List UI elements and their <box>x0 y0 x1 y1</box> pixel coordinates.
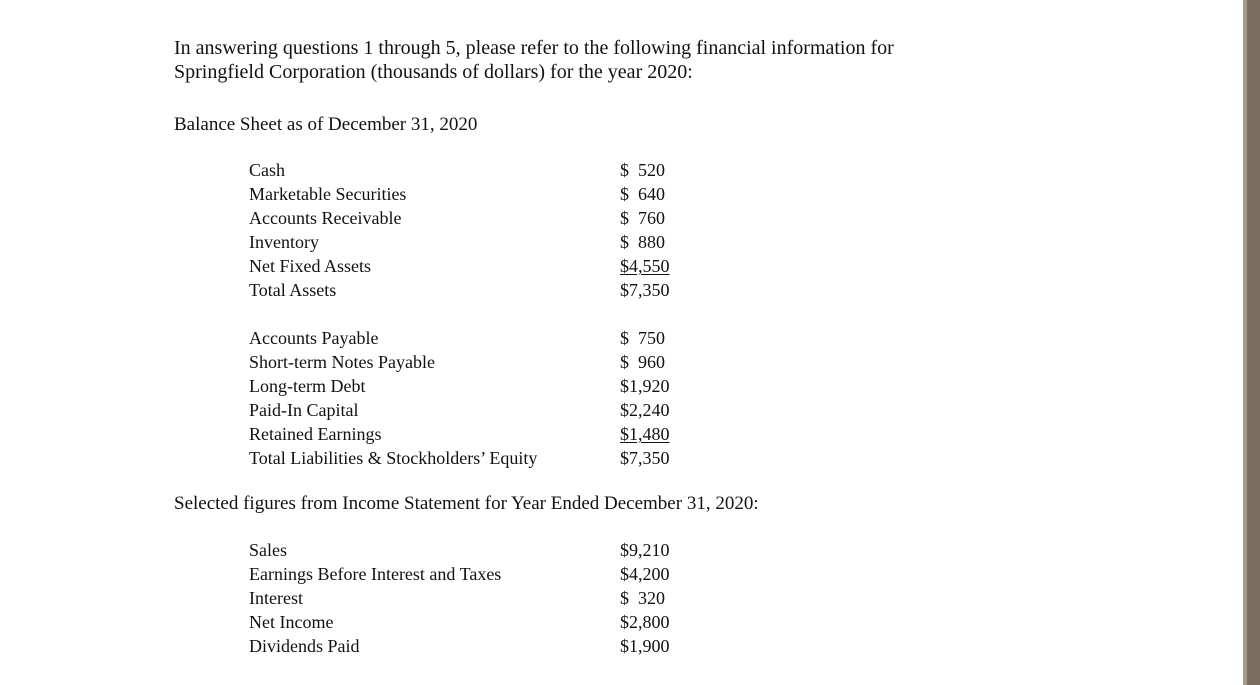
row-value: $9,210 <box>620 540 670 560</box>
intro-paragraph <box>174 36 894 84</box>
row-label: Accounts Payable <box>249 328 379 348</box>
table-row <box>249 446 689 470</box>
row-value: $ 750 <box>620 328 665 348</box>
row-value: $ 880 <box>620 232 665 252</box>
income-statement-heading: Selected figures from Income Statement for Year Ended December 31, 2020: <box>174 493 759 514</box>
table-row <box>249 326 689 350</box>
row-label: Accounts Receivable <box>249 208 402 228</box>
row-label: Short-term Notes Payable <box>249 352 435 372</box>
row-value: $2,800 <box>620 612 670 632</box>
row-value: $2,240 <box>620 400 670 420</box>
table-row <box>249 374 689 398</box>
row-label: Earnings Before Interest and Taxes <box>249 564 502 584</box>
row-label: Interest <box>249 588 303 608</box>
window-side-border <box>1243 0 1260 685</box>
table-row <box>249 398 689 422</box>
table-row <box>249 254 689 278</box>
table-row <box>249 538 689 562</box>
intro-line-2: Springfield Corporation (thousands of dollars) for the year 2020: <box>174 61 693 83</box>
row-value: $1,920 <box>620 376 670 396</box>
row-value: $1,900 <box>620 636 670 656</box>
row-value <box>620 254 683 278</box>
table-row <box>249 182 689 206</box>
table-row <box>249 158 689 182</box>
income-table <box>249 538 689 658</box>
row-value: $ 320 <box>620 588 665 608</box>
balance-sheet-heading: Balance Sheet as of December 31, 2020 <box>174 114 478 135</box>
assets-table <box>249 158 689 302</box>
row-value: $4,200 <box>620 564 670 584</box>
liabilities-table <box>249 326 689 470</box>
table-row <box>249 350 689 374</box>
row-value: $7,350 <box>620 448 670 468</box>
row-label: Dividends Paid <box>249 636 360 656</box>
row-value: $ 520 <box>620 160 665 180</box>
table-row <box>249 586 689 610</box>
row-label: Net Fixed Assets <box>249 256 372 276</box>
table-row <box>249 422 689 446</box>
table-row <box>249 278 689 302</box>
table-row <box>249 230 689 254</box>
row-label: Total Liabilities & Stockholders’ Equity <box>249 448 538 468</box>
row-value <box>620 422 683 446</box>
table-row <box>249 634 689 658</box>
row-value: $ 640 <box>620 184 665 204</box>
intro-line-1: In answering questions 1 through 5, please refer to the following financial information for <box>174 37 894 59</box>
row-label: Sales <box>249 540 287 560</box>
table-row <box>249 610 689 634</box>
row-label: Marketable Securities <box>249 184 407 204</box>
underlined-value: $4,550 <box>620 256 670 276</box>
table-row <box>249 562 689 586</box>
row-value: $ 760 <box>620 208 665 228</box>
row-label: Paid-In Capital <box>249 400 359 420</box>
row-label: Retained Earnings <box>249 424 382 444</box>
row-label: Cash <box>249 160 285 180</box>
table-row <box>249 206 689 230</box>
row-label: Net Income <box>249 612 334 632</box>
underlined-value: $1,480 <box>620 424 670 444</box>
row-value: $7,350 <box>620 280 670 300</box>
row-label: Long-term Debt <box>249 376 366 396</box>
row-label: Inventory <box>249 232 319 252</box>
row-label: Total Assets <box>249 280 337 300</box>
row-value: $ 960 <box>620 352 665 372</box>
